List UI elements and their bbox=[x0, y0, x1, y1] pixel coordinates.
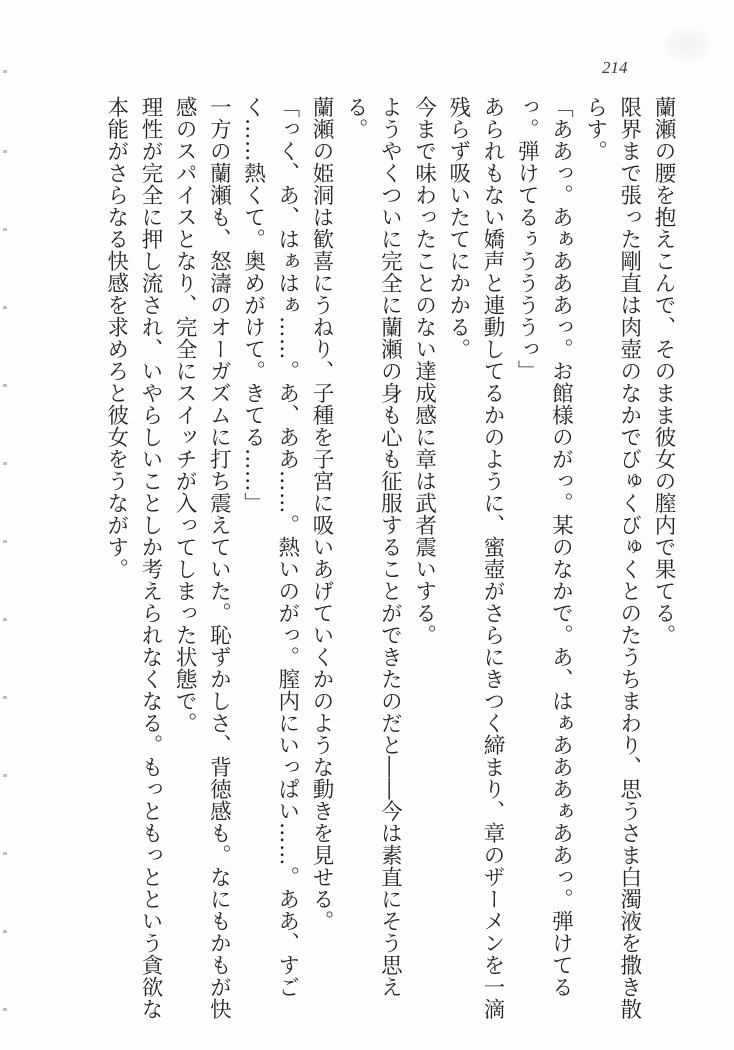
vertical-body-text bbox=[99, 96, 680, 1036]
page-edge-mark bbox=[3, 306, 7, 309]
paragraph: 理性が完全に押し流され、いやらしいことしか考えられなくなる。もっともっとという貪欲な本能がさらなる快感を求めろと彼女をうながす。 bbox=[103, 96, 163, 1020]
paragraph: 一方の蘭瀬も、怒濤のオーガズムに打ち震えていた。恥ずかしさ、背徳感も。なにもかもが快感のスパイスとなり、完全にスイッチが入ってしまった状態で。 bbox=[172, 96, 232, 1020]
page-edge-mark bbox=[3, 696, 7, 699]
paragraph: 蘭瀬の姫洞は歓喜にうねり、子種を子宮に吸いあげていくかのような動きを見せる。 bbox=[308, 96, 334, 932]
page-edge-mark bbox=[3, 150, 7, 153]
paragraph: 「っく、あ、はぁはぁ……。あ、ああ……。熱いのがっ。膣内にいっぱい……。ああ、すごく……熱くて。奥めがけて。きてる……」 bbox=[240, 96, 300, 998]
paragraph: 限界まで張った剛直は肉壺のなかでびゅくびゅくとのたうちまわり、思うさま白濁液を撒き散らす。 bbox=[582, 96, 642, 1020]
page-edge-mark bbox=[3, 384, 7, 387]
page-edge-mark bbox=[3, 618, 7, 621]
page-number: 214 bbox=[602, 58, 628, 77]
paragraph: ようやくついに完全に蘭瀬の身も心も征服することができたのだと――今は素直にそう思える。 bbox=[343, 96, 403, 998]
page-edge-mark bbox=[3, 228, 7, 231]
paragraph: 今まで味わったことのない達成感に章は武者震いする。 bbox=[411, 96, 437, 646]
page-edge-mark bbox=[3, 930, 7, 933]
paragraph: 蘭瀬の腰を抱えこんで、そのまま彼女の膣内で果てる。 bbox=[651, 96, 676, 646]
page-edge-mark bbox=[3, 462, 7, 465]
page-edge-mark bbox=[3, 70, 7, 73]
page-edge-mark bbox=[3, 852, 7, 855]
paragraph: 「ああっ。あぁあああっ。お館様のがっ。某のなかで。あ、はぁあああぁああっ。弾けてるっ。弾けてるぅううううっ」 bbox=[514, 96, 574, 998]
page-smudge bbox=[664, 28, 710, 62]
page-edge-mark bbox=[3, 1008, 7, 1011]
page-edge-mark bbox=[3, 540, 7, 543]
paragraph: あられもない嬌声と連動してるかのように、蜜壺がさらにきつく締まり、章のザーメンを一滴残らず吸いたてにかかる。 bbox=[445, 96, 505, 1020]
page-edge-mark bbox=[3, 774, 7, 777]
